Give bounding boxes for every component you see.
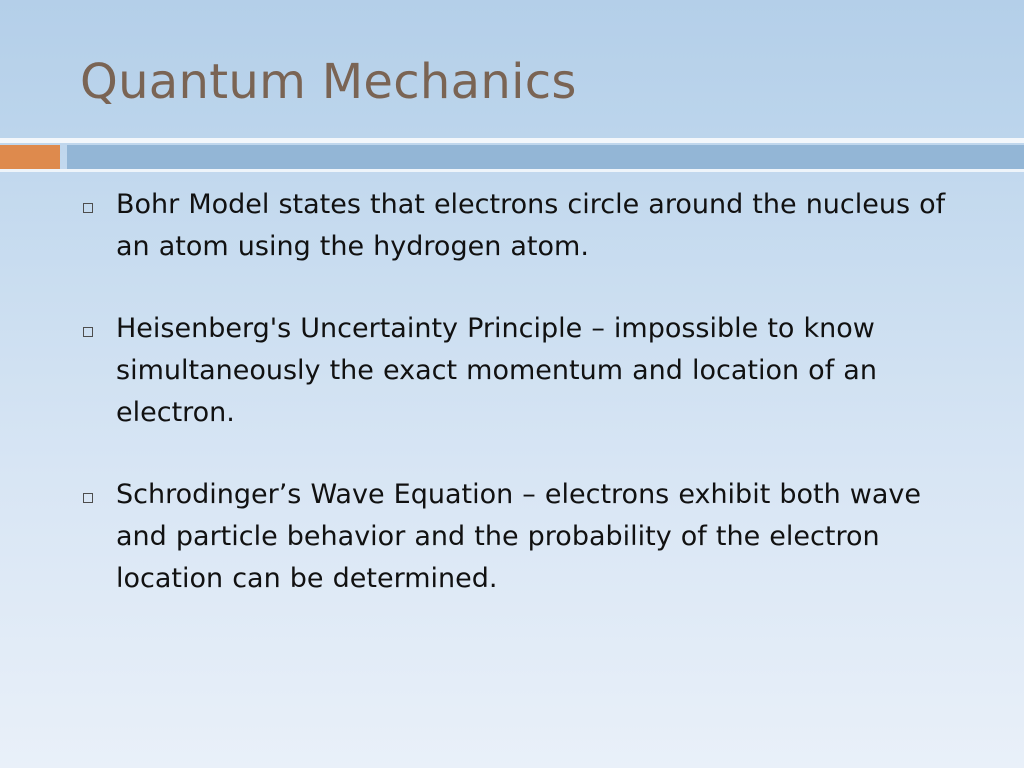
bullet-text: Bohr Model states that electrons circle around the nucleus of an atom using the hydrogen atom.	[116, 189, 946, 262]
title-divider-bottom	[0, 169, 1024, 172]
hollow-square-icon	[83, 493, 93, 503]
bullet-item	[80, 308, 980, 434]
title-band	[0, 0, 1024, 138]
bullet-text: Heisenberg's Uncertainty Principle – impossible to know simultaneously the exact momentum and location of an electron.	[116, 313, 877, 428]
title-divider-top	[0, 138, 1024, 143]
accent-bar-blue	[67, 145, 1024, 169]
hollow-square-icon	[83, 327, 93, 337]
bullet-item	[80, 184, 980, 268]
slide-title: Quantum Mechanics	[80, 54, 577, 110]
accent-bar-orange	[0, 145, 60, 169]
bullet-text: Schrodinger’s Wave Equation – electrons exhibit both wave and particle behavior and the probability of the electron location can be determined.	[116, 479, 922, 594]
hollow-square-icon	[83, 203, 93, 213]
bullet-item	[80, 474, 980, 600]
bullet-list	[80, 184, 980, 640]
